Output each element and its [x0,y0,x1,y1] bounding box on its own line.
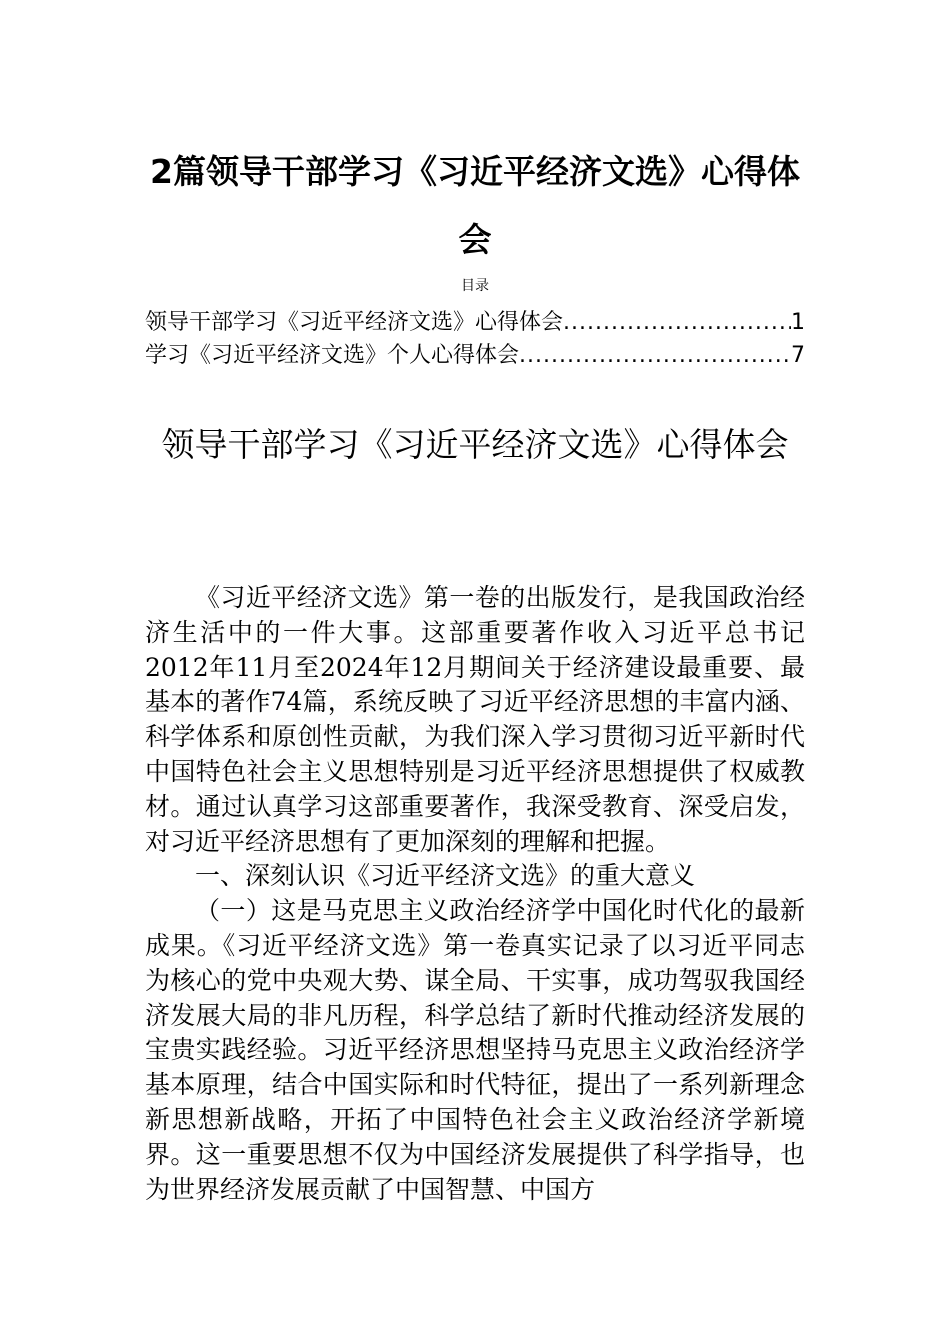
article-body [145,581,805,1207]
toc-entry-page: 7 [791,343,805,368]
toc-entry-label: 学习《习近平经济文选》个人心得体会 [145,343,520,368]
body-paragraph: 《习近平经济文选》第一卷的出版发行，是我国政治经济生活中的一件大事。这部重要著作收入习近平总书记2012年11月至2024年12月期间关于经济建设最重要、最基本的著作74篇，系统反映了习近平经济思想的丰富内涵、科学体系和原创性贡献，为我们深入学习贯彻习近平新时代中国特色社会主义思想特别是习近平经济思想提供了权威教材。通过认真学习这部重要著作，我深受教育、深受启发，对习近平经济思想有了更加深刻的理解和把握。 [145,583,805,856]
toc-entry[interactable] [145,306,805,339]
toc-entry-page: 1 [791,310,805,335]
table-of-contents [145,306,805,372]
document-title: 2篇领导干部学习《习近平经济文选》心得体会 [150,152,800,259]
toc-heading: 目录 [461,278,489,294]
toc-dot-leader [519,339,791,372]
body-paragraph: （一）这是马克思主义政治经济学中国化时代化的最新成果。《习近平经济文选》第一卷真实记录了以习近平同志为核心的党中央观大势、谋全局、干实事，成功驾驭我国经济发展大局的非凡历程，科学总结了新时代推动经济发展的宝贵实践经验。习近平经济思想坚持马克思主义政治经济学基本原理，结合中国实际和时代特征，提出了一系列新理念新思想新战略，开拓了中国特色社会主义政治经济学新境界。这一重要思想不仅为中国经济发展提供了科学指导，也为世界经济发展贡献了中国智慧、中国方 [145,896,805,1204]
toc-entry-label: 领导干部学习《习近平经济文选》心得体会 [145,310,564,335]
toc-dot-leader [563,306,791,339]
toc-entry[interactable] [145,339,805,372]
section-heading: 一、深刻认识《习近平经济文选》的重大意义 [195,861,696,891]
article-title: 领导干部学习《习近平经济文选》心得体会 [161,425,789,464]
